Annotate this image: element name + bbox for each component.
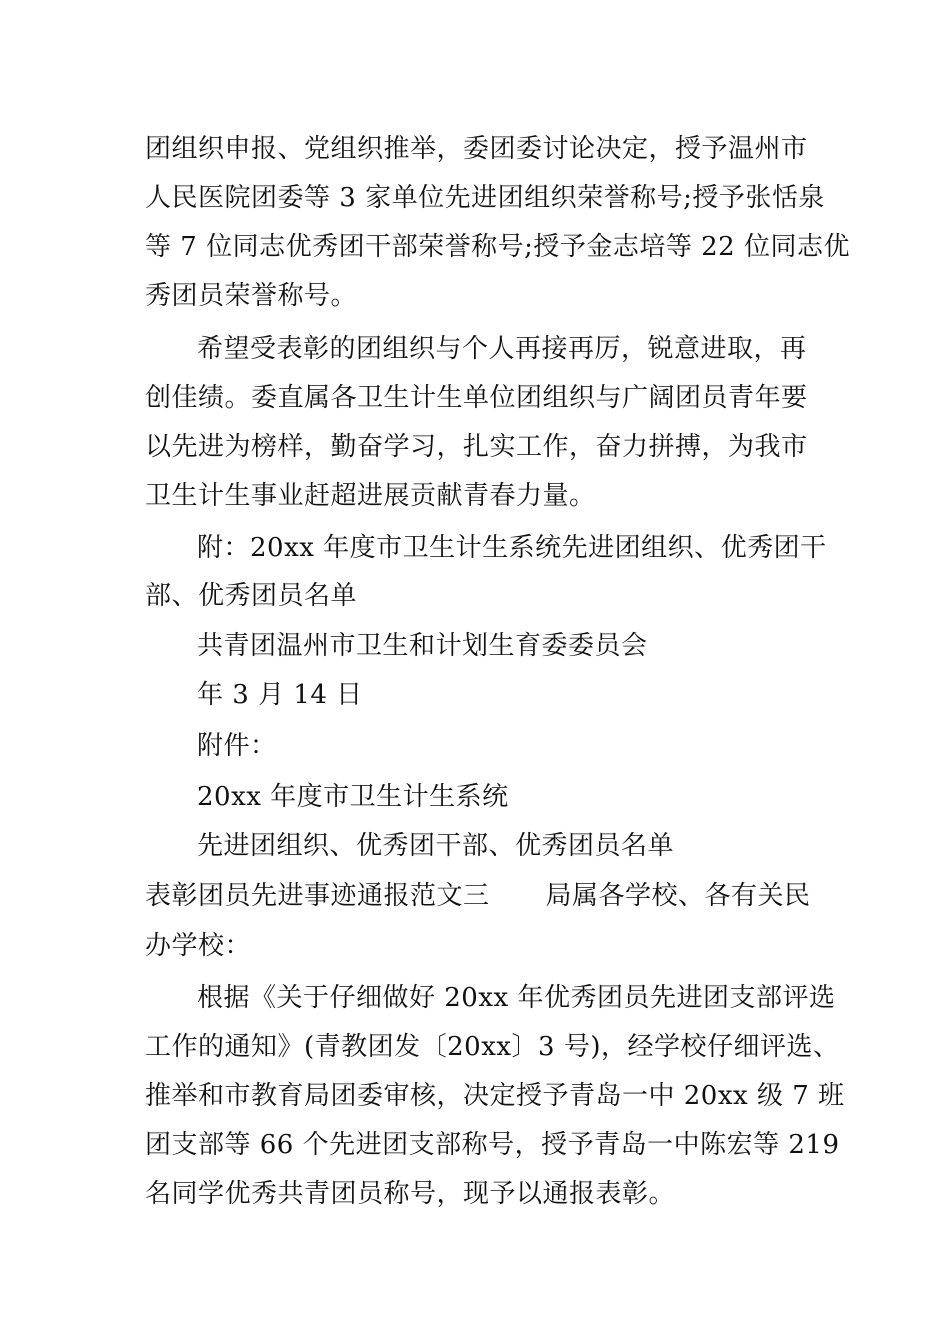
paragraph-2-line-3: 以先进为榜样，勤奋学习，扎实工作，奋力拼搏，为我市	[145, 432, 808, 462]
attachment-title-2: 先进团组织、优秀团干部、优秀团员名单	[197, 831, 675, 861]
paragraph-2-line-2: 创佳绩。委直属各卫生计生单位团组织与广阔团员青年要	[145, 383, 808, 413]
paragraph-2-line-1: 希望受表彰的团组织与个人再接再厉，锐意进取，再	[197, 334, 807, 364]
section-3-heading-line	[145, 881, 825, 911]
attachment-note-line-1: 附：20xx 年度市卫生计生系统先进团组织、优秀团干	[197, 533, 827, 563]
paragraph-1-line-4: 秀团员荣誉称号。	[145, 281, 358, 311]
issuing-organization: 共青团温州市卫生和计划生育委委员会	[197, 631, 648, 661]
section-3-heading: 表彰团员先进事迹通报范文三	[145, 881, 490, 911]
attachment-label: 附件：	[197, 731, 277, 761]
paragraph-4-line-1: 根据《关于仔细做好 20xx 年优秀团员先进团支部评选	[197, 983, 836, 1013]
paragraph-1-line-2: 人民医院团委等 3 家单位先进团组织荣誉称号;授予张恬泉	[145, 183, 825, 213]
issue-date: 年 3 月 14 日	[197, 680, 363, 710]
attachment-title-1: 20xx 年度市卫生计生系统	[197, 782, 509, 812]
paragraph-4-line-4: 团支部等 66 个先进团支部称号，授予青岛一中陈宏等 219	[145, 1130, 840, 1160]
paragraph-1-line-1: 团组织申报、党组织推举，委团委讨论决定，授予温州市	[145, 134, 808, 164]
paragraph-4-line-2: 工作的通知》(青教团发〔20xx〕3 号)，经学校仔细评选、	[145, 1032, 840, 1062]
attachment-note-line-2: 部、优秀团员名单	[145, 581, 358, 611]
paragraph-1-line-3: 等 7 位同志优秀团干部荣誉称号;授予金志培等 22 位同志优	[145, 232, 850, 262]
section-3-addressee: 局属各学校、各有关民	[545, 881, 811, 911]
paragraph-2-line-4: 卫生计生事业赶超进展贡献青春力量。	[145, 481, 596, 511]
paragraph-4-line-5: 名同学优秀共青团员称号，现予以通报表彰。	[145, 1179, 676, 1209]
paragraph-4-line-3: 推举和市教育局团委审核，决定授予青岛一中 20xx 级 7 班	[145, 1081, 845, 1111]
section-3-addressee-cont: 办学校：	[145, 931, 252, 961]
